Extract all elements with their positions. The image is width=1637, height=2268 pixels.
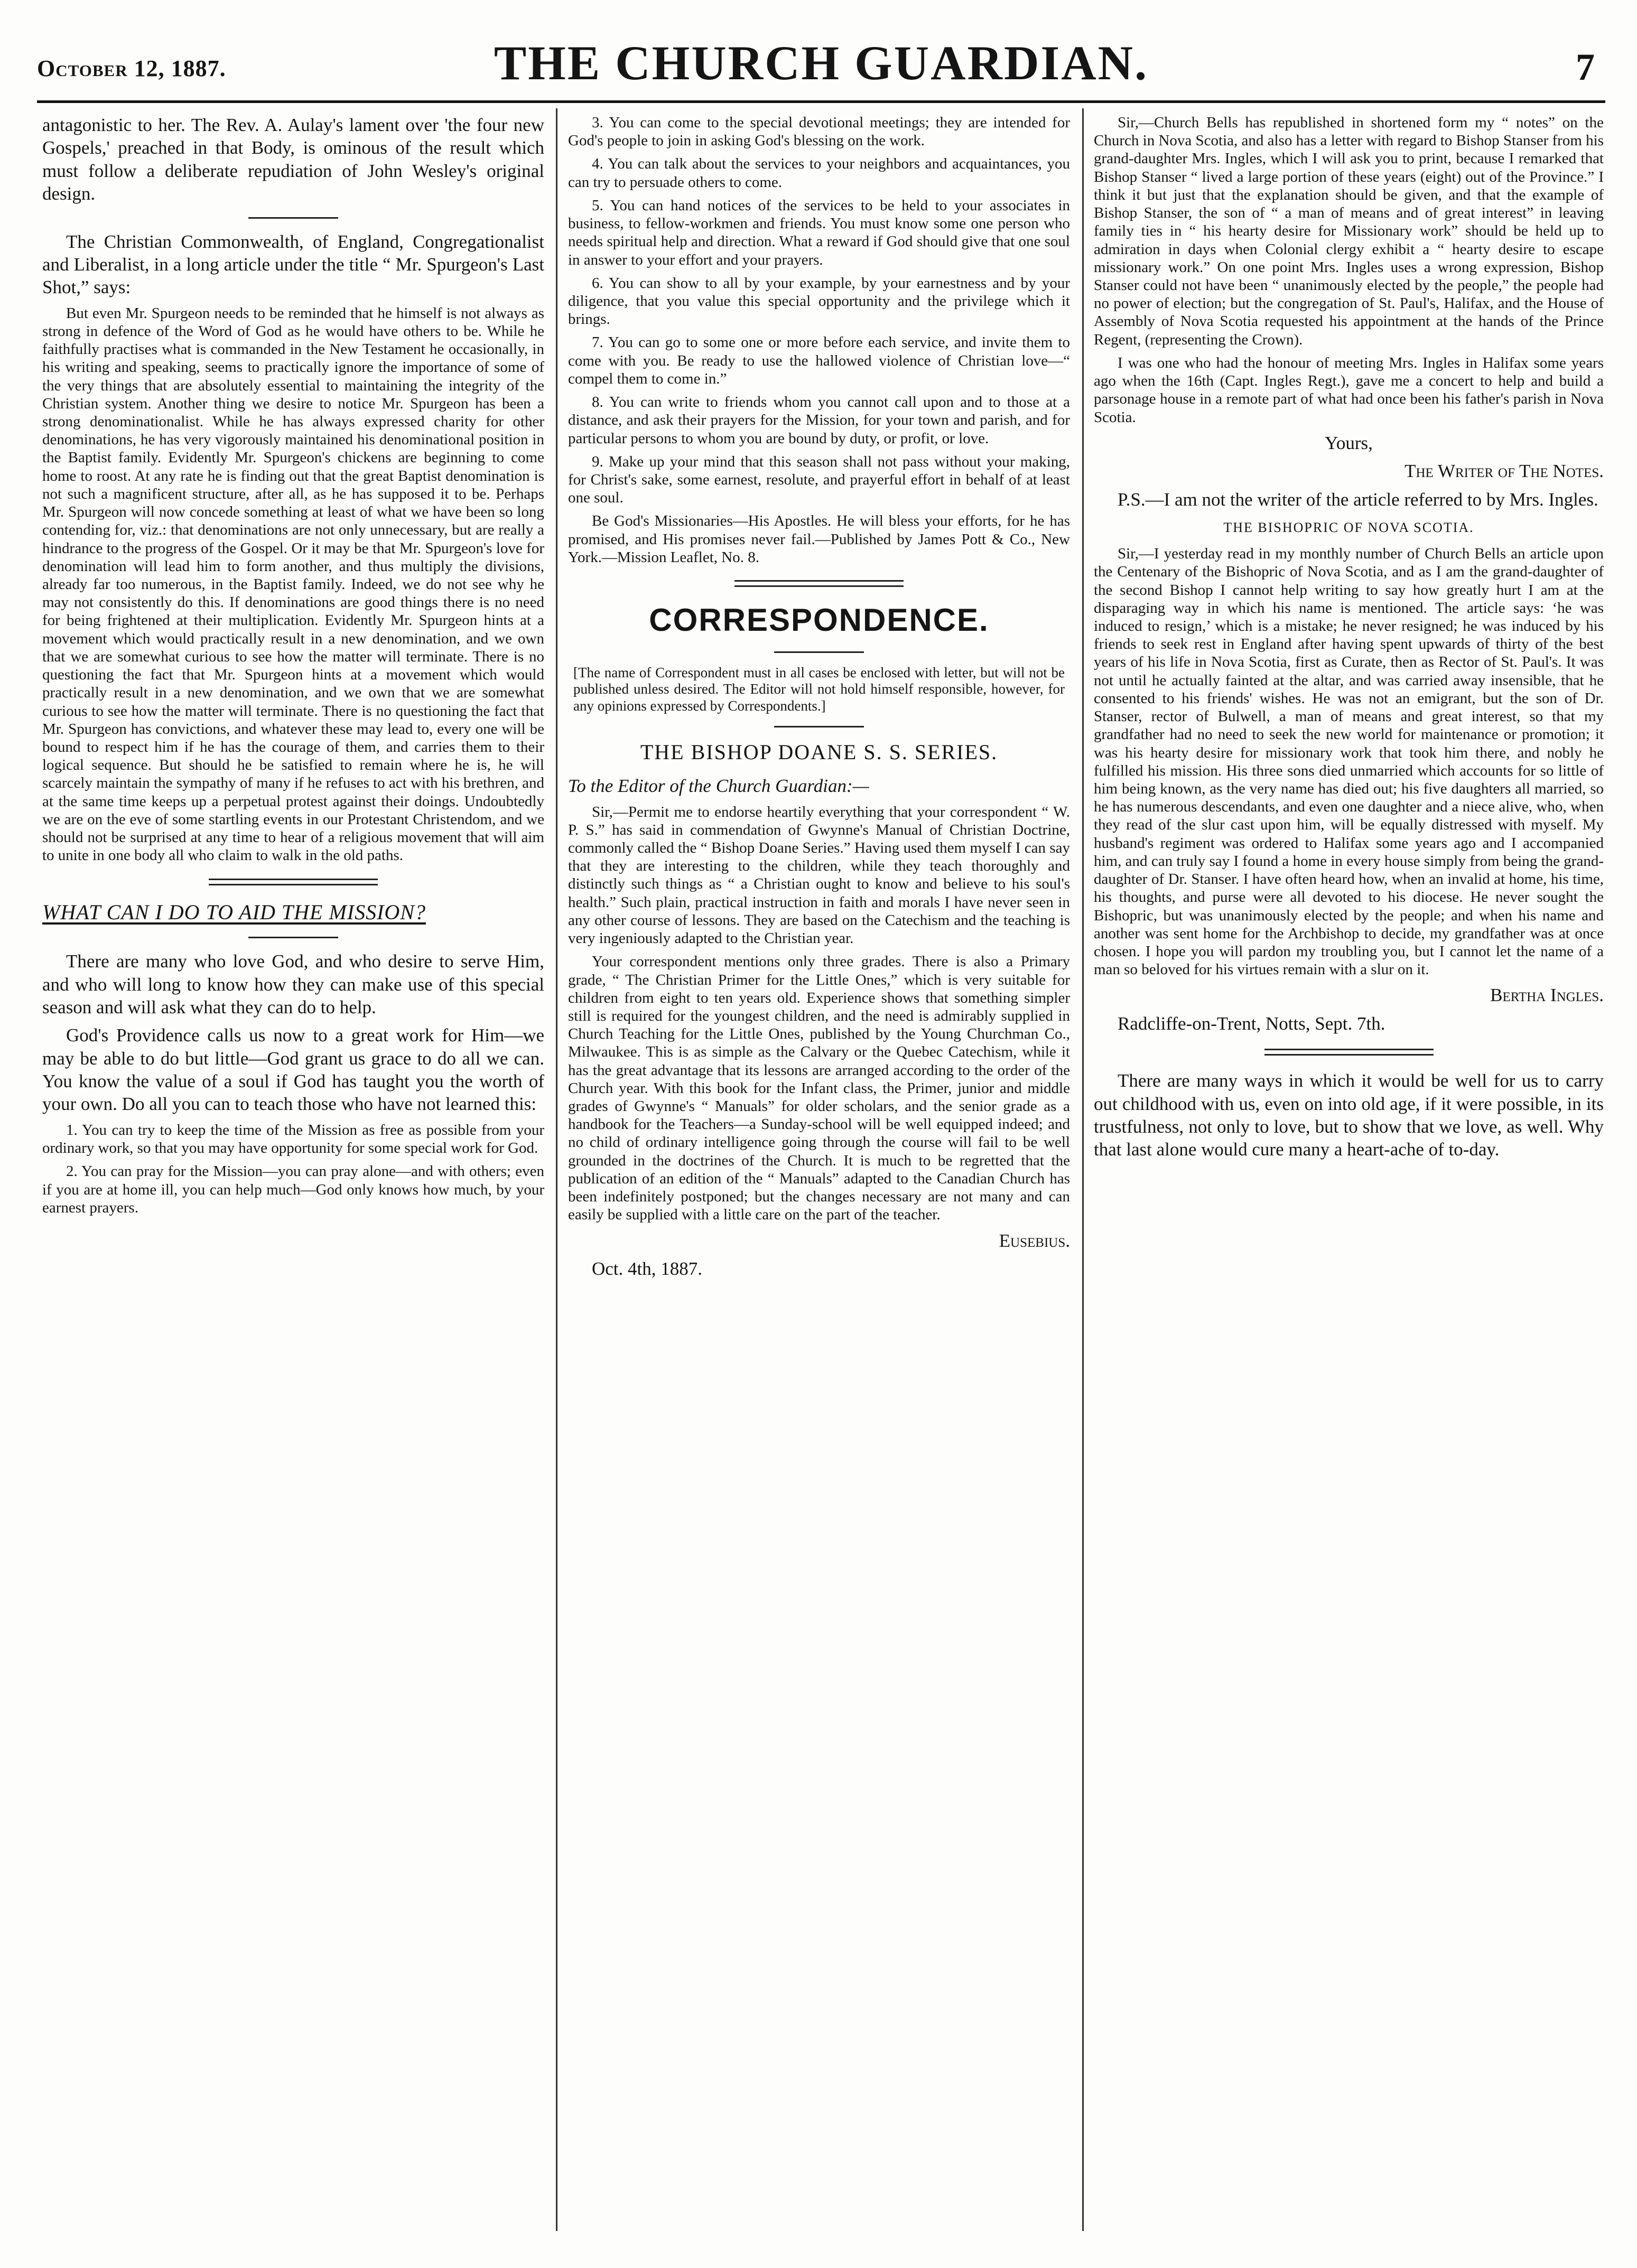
- section-heading: CORRESPONDENCE.: [649, 602, 989, 638]
- section-separator: [248, 937, 338, 938]
- article-paragraph: There are many who love God, and who desire to serve Him, and who will long to know how they can make use of this special season and will ask what they can do to help.: [42, 951, 544, 1018]
- section-separator: [774, 651, 864, 653]
- editor-note: [The name of Correspondent must in all cases be enclosed with letter, but will not be published unless desired. The Editor will not hold himself responsible, however, for any opinions expressed by Correspondents.]: [573, 665, 1065, 714]
- letter-heading: THE BISHOP DOANE S. S. SERIES.: [640, 740, 998, 764]
- page-number: 7: [1576, 46, 1595, 88]
- article-paragraph: The Christian Commonwealth, of England, Congregationalist and Liberalist, in a long article under the title “ Mr. Spurgeon's Last Shot,” says:: [42, 231, 544, 298]
- column-divider: [556, 108, 557, 2231]
- list-item: 1. You can try to keep the time of the Mission as free as possible from your ordinary work, so that you may have opportunity for some special work for God.: [42, 1121, 544, 1157]
- column-2: [568, 114, 1070, 2226]
- column-3: [1094, 114, 1604, 2226]
- list-item: 7. You can go to some one or more before each service, and invite them to come with you. Be ready to use the hallowed violence of Christian love—“ compel them to come in.”: [568, 334, 1070, 387]
- letter-paragraph: Sir,—I yesterday read in my monthly number of Church Bells an article upon the Centenary of the Bishopric of Nova Scotia, and as I am the grand-daughter of the second Bishop I cannot help writing to say how greatly hurt I am at the disparaging way in which his name is mentioned. The article says: ‘he was induced to resign,’ which is a mistake; he never resigned; he was induced by his friends to seek rest in England after having spent upwards of thirty of the best years of his life in Nova Scotia, first as Curate, then as Rector of St. Paul's. It was not until he actually fainted at the altar, and was carried away insensible, that he consented to his friends' wishes. He was not an emigrant, but the son of Dr. Stanser, rector of Bulwell, a man of means and great interest, so that my grandfather had no need to seek the new world for maintenance or promotion; it was his hearty desire for missionary work that took him there, and nobly he fulfilled his mission. His three sons died unmarried which accounts for so little of him being known, as the very name has died out; his five daughters all married, so he has numerous descendants, and even one daughter and a niece alive, who, when they read of the slur cast upon him, will be equally distressed with myself. My husband's regiment was ordered to Halifax some years ago and I accompanied him, and can truly say I found a home in every house simply from being the grand-daughter of Dr. Stanser. I have often heard how, when an invalid at home, his time, his thoughts, and purse were all devoted to his diocese. He never sought the Bishopric, but was unanimously elected by the people; and when his name and another was sent home for the Archbishop to decide, my grandfather was at once chosen. I hope you will pardon my troubling you, but I cannot let the name of a man so beloved for his virtues remain with a slur on it.: [1094, 545, 1604, 978]
- article-paragraph: God's Providence calls us now to a great work for Him—we may be able to do but little—God grant us grace to do all we can. You know the value of a soul if God has taught you the worth of your own. Do all you can to teach those who have not learned this:: [42, 1025, 544, 1115]
- masthead-rule: [37, 100, 1605, 103]
- list-item: 2. You can pray for the Mission—you can pray alone—and with others; even if you are at home ill, you can help much—God only knows how much, by your earnest prayers.: [42, 1163, 544, 1216]
- article-paragraph: There are many ways in which it would be well for us to carry out childhood with us, even on into old age, if it were possible, in its trustfulness, not only to love, but to show that we love, as well. Why that last alone would cure many a heart-ache of to-day.: [1094, 1070, 1604, 1160]
- section-separator: [1264, 1049, 1434, 1056]
- letter-place-date: Radcliffe-on-Trent, Notts, Sept. 7th.: [1118, 1013, 1385, 1034]
- letter-paragraph: Sir,—Permit me to endorse heartily everything that your correspondent “ W. P. S.” has said in commendation of Gwynne's Manual of Christian Doctrine, commonly called the “ Bishop Doane Series.” Having used them myself I can say that they are interesting to the children, while they teach thoroughly and distinctly such things as “ a Christian ought to know and believe to his soul's health.” Such plain, practical instruction in faith and morals I have never seen in any other course of lessons. They are based on the Catechism and the teaching is very ingeniously adapted to the Christian year.: [568, 803, 1070, 947]
- column-divider: [1082, 108, 1084, 2231]
- letter-heading: THE BISHOPRIC OF NOVA SCOTIA.: [1223, 519, 1474, 535]
- letter-signature: Bertha Ingles.: [1490, 985, 1604, 1006]
- list-item: 9. Make up your mind that this season shall not pass without your making, for Christ's sake, some earnest, resolute, and prayerful effort in behalf of at least one soul.: [568, 453, 1070, 507]
- postscript: P.S.—I am not the writer of the article referred to by Mrs. Ingles.: [1118, 489, 1598, 510]
- letter-salutation: To the Editor of the Church Guardian:—: [568, 776, 869, 797]
- article-paragraph: antagonistic to her. The Rev. A. Aulay's lament over 'the four new Gospels,' preached in that Body, is ominous of the result which must follow a deliberate repudiation of John Wesley's original design.: [42, 115, 544, 204]
- newspaper-title: THE CHURCH GUARDIAN.: [494, 36, 1149, 90]
- column-1: [42, 114, 544, 2226]
- masthead: [37, 24, 1605, 104]
- list-item: 6. You can show to all by your example, by your earnestness and by your diligence, that you value this special opportunity and the privilege which it brings.: [568, 274, 1070, 328]
- list-item: 4. You can talk about the services to your neighbors and acquaintances, you can try to persuade others to come.: [568, 155, 1070, 191]
- quoted-paragraph: But even Mr. Spurgeon needs to be reminded that he himself is not always as strong in defence of the Word of God as he would have others to be. While he faithfully practises what is commanded in the New Testament he occasionally, in his writing and speaking, seems to practically ignore the importance of some of the very things that are absolutely essential to maintaining the integrity of the Christian system. Another thing we desire to notice Mr. Spurgeon has been a strong denominationalist. While he has always expressed charity for other denominations, he has very vigorously maintained his denominational position in the Baptist family. Evidently Mr. Spurgeon's chickens are beginning to come home to roost. At any rate he is finding out that the great Baptist denomination is not such a magnificent structure, after all, as he has supposed it to be. Perhaps Mr. Spurgeon will now concede something at least of what we have been so long contending for, viz.: that denominations are not only unnecessary, but are really a hindrance to the progress of the Gospel. Or it may be that Mr. Spurgeon's love for denomination will lead him to form another, and thus multiply the divisions, already far too numerous, in the Baptist family. Indeed, we do not see why he may not consistently do this. If denominations are good things there is no need for being frightened at their multiplication. Evidently Mr. Spurgeon hints at a movement which would practically result in a new denomination, and we own that we are somewhat curious to see how the matter will terminate. There is no questioning the fact that Mr. Spurgeon hints at a movement which would practically result in a new denomination, and we own that we are somewhat curious to see how the matter will terminate. There is no questioning the fact that Mr. Spurgeon has convictions, and whatever these may lead to, every one will be bound to respect him if he has the courage of them, and carries them to their logical sequence. But should he be satisfied to remain where he is, he will scarcely maintain the sympathy of many if he refuses to act with his brethren, and at the same time keeps up a perpetual protest against their doings. Undoubtedly we are on the eve of some startling events in our Protestant Christendom, and we should not be surprised at any time to hear of a religious movement that will aim to unite in one body all who claim to walk in the old paths.: [42, 304, 544, 864]
- letter-paragraph: Your correspondent mentions only three grades. There is also a Primary grade, “ The Christian Primer for the Little Ones,” which is very suitable for children from eight to ten years old. Experience shows that something simpler still is required for the youngest children, and the need is admirably supplied in Church Teaching for the Little Ones, published by the Young Churchman Co., Milwaukee. This is as simple as the Calvary or the Quebec Catechism, while it has the great advantage that its lessons are arranged according to the order of the Church year. With this book for the Infant class, the Primer, junior and middle grades of Gwynne's “ Manuals” for older scholars, and the senior grade as a handbook for the Teachers—a Sunday-school will be well equipped indeed; and no child of ordinary intelligence going through the course will fail to be well grounded in the doctrines of the Church. It is much to be regretted that the publication of an edition of the “ Manuals” adapted to the Canadian Church has been indefinitely postponed; but the changes necessary are not many and can easily be supplied with a little care on the part of the teacher.: [568, 953, 1070, 1224]
- article-heading: WHAT CAN I DO TO AID THE MISSION?: [42, 900, 426, 924]
- letter-closing: Yours,: [1325, 432, 1373, 453]
- section-separator: [774, 726, 864, 727]
- list-item: 8. You can write to friends whom you cannot call upon and to those at a distance, and ask their prayers for the Mission, for your town and parish, and for particular persons to whom you are bound by duty, or profit, or love.: [568, 394, 1070, 447]
- issue-date: October 12, 1887.: [37, 55, 226, 81]
- list-item: 3. You can come to the special devotional meetings; they are intended for God's people to join in asking God's blessing on the work.: [568, 114, 1070, 150]
- list-item: 5. You can hand notices of the services to be held to your associates in business, to fellow-workmen and friends. You must know some one person who needs spiritual help and direction. What a reward if God should give that one soul in answer to your effort and your prayers.: [568, 197, 1070, 268]
- letter-signature: The Writer of The Notes.: [1405, 461, 1604, 482]
- letter-date: Oct. 4th, 1887.: [592, 1258, 703, 1279]
- section-separator: [248, 217, 338, 219]
- section-separator: [734, 580, 904, 587]
- letter-signature: Eusebius.: [999, 1230, 1070, 1251]
- letter-paragraph: Sir,—Church Bells has republished in shortened form my “ notes” on the Church in Nova Scotia, and also has a letter with regard to Bishop Stanser from his grand-daughter Mrs. Ingles, which I will ask you to print, because I remarked that Bishop Stanser “ lived a large portion of these years (eight) out of the Province.” I think it but just that the explanation should be given, and that the example of Bishop Stanser, the son of “ a man of means and of great interest” in leaving family ties in “ his hearty desire for Missionary work” should be held up to admiration in days when Colonial clergy exhibit a “ hearty desire to escape missionary work.” On one point Mrs. Ingles uses a wrong expression, Bishop Stanser could not have been “ unanimously elected by the people,” the people had no power of election; but the congregation of St. Paul's, Halifax, and the House of Assembly of Nova Scotia requested his appointment at the hands of the Prince Regent, (representing the Crown).: [1094, 114, 1604, 348]
- section-separator: [209, 879, 378, 885]
- article-paragraph: Be God's Missionaries—His Apostles. He will bless your efforts, for he has promised, and His promises never fail.—Published by James Pott & Co., New York.—Mission Leaflet, No. 8.: [568, 512, 1070, 566]
- letter-paragraph: I was one who had the honour of meeting Mrs. Ingles in Halifax some years ago when the 16th (Capt. Ingles Regt.), gave me a concert to help and build a parsonage house in a remote part of what had once been his father's parish in Nova Scotia.: [1094, 354, 1604, 426]
